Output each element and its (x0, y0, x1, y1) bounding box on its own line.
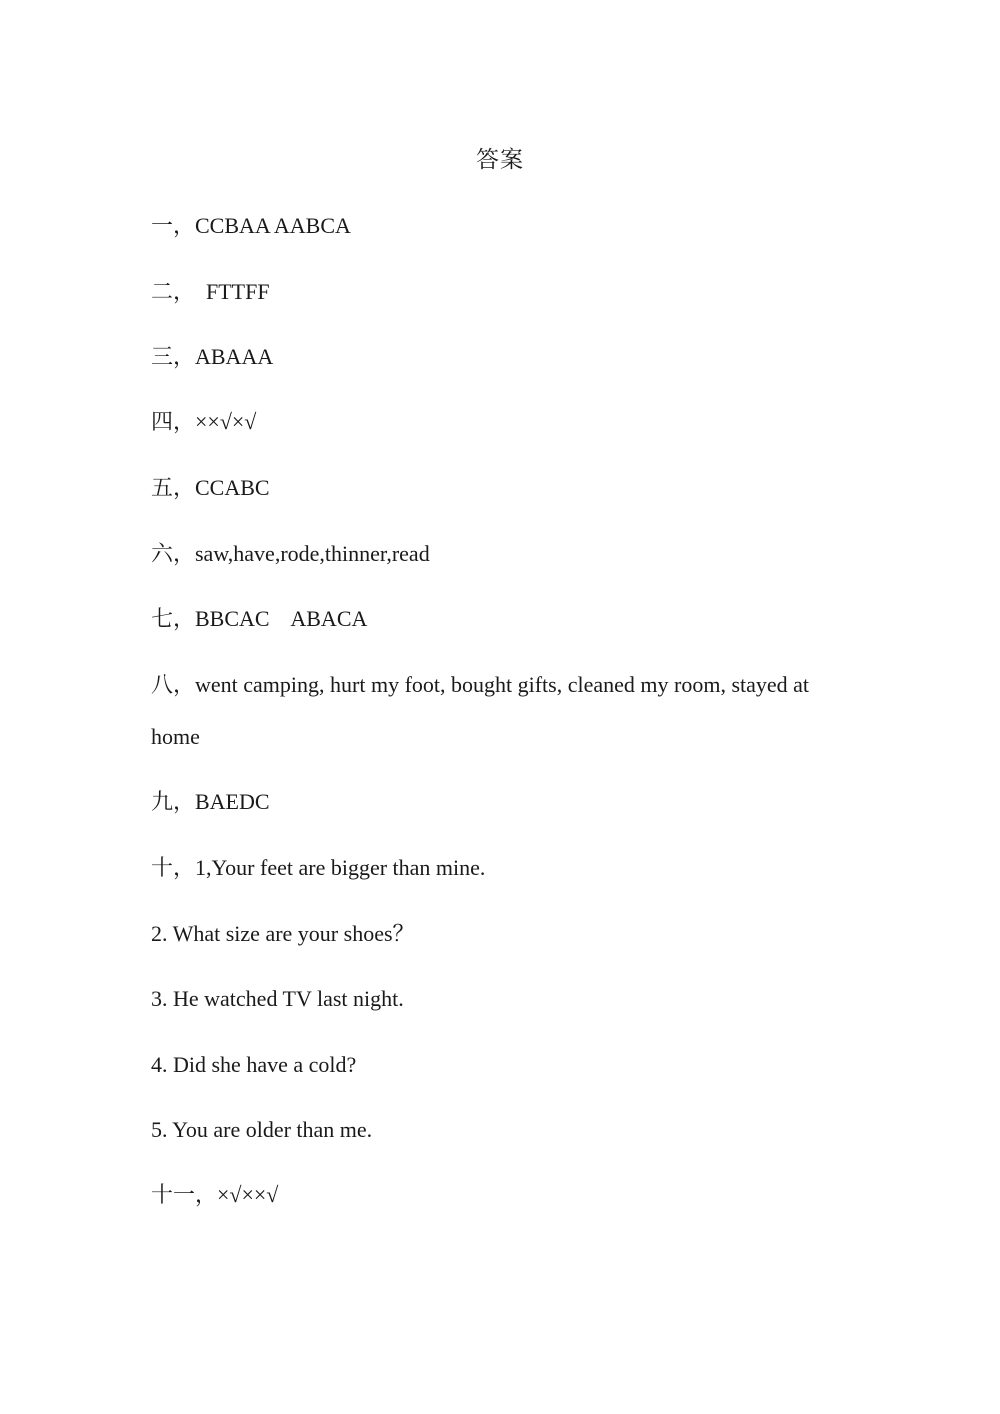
answer-line-10: 十，1,Your feet are bigger than mine. (151, 855, 486, 880)
answer-line-1: 一，CCBAA AABCA (151, 213, 351, 238)
answer-line-10-item-2: 2. What size are your shoes？ (151, 921, 415, 946)
answer-line-10-item-3: 3. He watched TV last night. (151, 986, 404, 1011)
answer-line-11: 十一，×√××√ (151, 1182, 279, 1207)
page-title: 答案 (476, 147, 524, 172)
answer-line-5: 五，CCABC (151, 475, 270, 500)
answer-line-8-continued: home (151, 724, 200, 749)
answer-line-2: 二， FTTFF (151, 279, 270, 304)
answer-line-10-item-4: 4. Did she have a cold? (151, 1052, 357, 1077)
answer-line-4: 四，××√×√ (151, 409, 257, 434)
answer-line-3: 三，ABAAA (151, 344, 274, 369)
answer-line-6: 六，saw,have,rode,thinner,read (151, 541, 430, 566)
answer-line-10-item-5: 5. You are older than me. (151, 1117, 373, 1142)
answer-line-7: 七，BBCAC ABACA (151, 606, 368, 631)
answer-line-8: 八，went camping, hurt my foot, bought gifts, cleaned my room, stayed at (151, 672, 810, 697)
answer-line-9: 九，BAEDC (151, 789, 270, 814)
